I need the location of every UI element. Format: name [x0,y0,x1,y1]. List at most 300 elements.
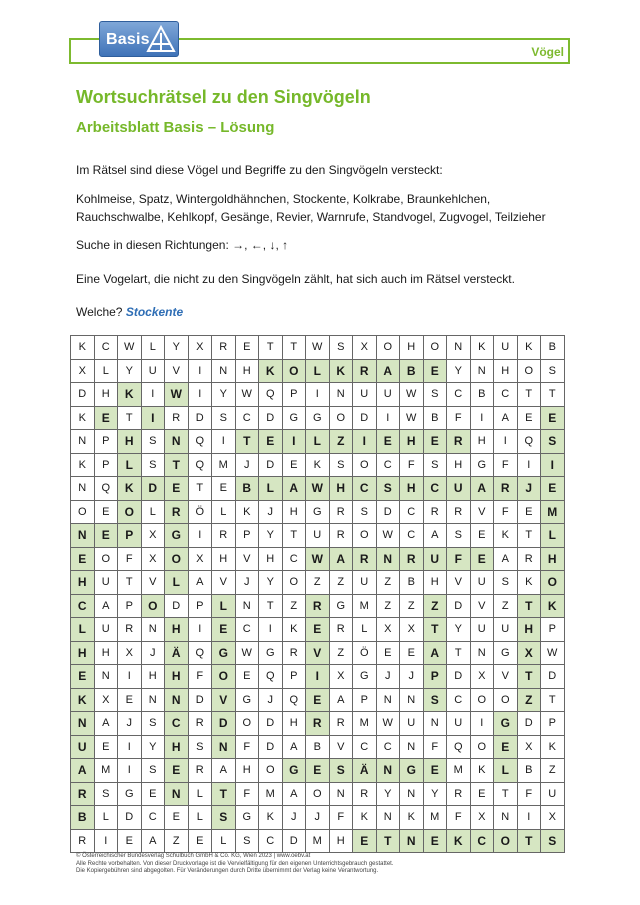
grid-cell: F [517,782,541,806]
grid-cell: L [212,594,236,618]
grid-cell: U [423,547,447,571]
grid-row [71,712,565,736]
grid-cell: E [423,430,447,454]
word-list-line-1: Kohlmeise, Spatz, Wintergoldhähnchen, Stockente, Kolkrabe, Braunkehlchen, [76,192,491,206]
grid-cell: H [94,641,118,665]
grid-cell: Y [423,782,447,806]
grid-cell: K [353,806,377,830]
grid-cell: R [353,547,377,571]
grid-cell: N [423,712,447,736]
grid-cell: J [235,453,259,477]
grid-row [71,618,565,642]
grid-cell: U [353,571,377,595]
grid-row [71,406,565,430]
grid-cell: O [376,336,400,360]
grid-cell: Y [165,336,189,360]
grid-cell: H [494,359,518,383]
question-text: Eine Vogelart, die nicht zu den Singvögeln zählt, hat sich auch im Rätsel versteckt. [76,272,515,286]
grid-cell: H [470,430,494,454]
grid-cell: G [235,806,259,830]
grid-cell: K [118,477,142,501]
grid-row [71,806,565,830]
grid-cell: R [353,359,377,383]
grid-cell: L [141,500,165,524]
grid-cell: D [259,406,283,430]
grid-row [71,336,565,360]
grid-cell: I [517,806,541,830]
grid-cell: A [94,712,118,736]
grid-row [71,782,565,806]
grid-cell: S [329,453,353,477]
grid-cell: U [470,571,494,595]
grid-cell: I [306,383,330,407]
grid-cell: M [259,782,283,806]
grid-cell: S [423,453,447,477]
grid-cell: O [306,782,330,806]
grid-cell: C [282,547,306,571]
grid-cell: W [306,477,330,501]
grid-cell: R [353,782,377,806]
grid-cell: E [188,829,212,853]
grid-cell: L [188,782,212,806]
grid-cell: E [71,547,95,571]
grid-cell: E [541,477,565,501]
grid-cell: P [118,594,142,618]
grid-cell: M [94,759,118,783]
grid-cell: G [212,641,236,665]
grid-cell: N [71,524,95,548]
grid-cell: R [329,618,353,642]
page-subtitle: Arbeitsblatt Basis – Lösung [76,119,275,136]
grid-cell: R [118,618,142,642]
grid-cell: P [188,594,212,618]
grid-cell: E [423,359,447,383]
grid-cell: H [423,571,447,595]
grid-cell: Z [517,688,541,712]
grid-cell: C [400,500,424,524]
grid-cell: B [423,406,447,430]
grid-cell: K [71,336,95,360]
grid-cell: X [71,359,95,383]
grid-cell: U [94,618,118,642]
grid-cell: X [353,336,377,360]
grid-cell: A [141,829,165,853]
grid-cell: S [329,759,353,783]
grid-cell: U [470,618,494,642]
grid-cell: J [306,806,330,830]
grid-cell: T [494,782,518,806]
grid-cell: D [517,712,541,736]
grid-cell: C [141,806,165,830]
grid-cell: T [212,782,236,806]
grid-cell: G [353,665,377,689]
grid-cell: A [94,594,118,618]
grid-cell: D [71,383,95,407]
grid-cell: L [94,806,118,830]
grid-cell: V [306,641,330,665]
grid-cell: S [541,829,565,853]
grid-cell: U [71,735,95,759]
grid-cell: I [517,453,541,477]
grid-cell: J [141,641,165,665]
grid-row [71,735,565,759]
grid-cell: I [212,430,236,454]
grid-cell: N [165,688,189,712]
grid-cell: H [165,735,189,759]
grid-cell: H [71,571,95,595]
grid-cell: E [306,759,330,783]
grid-cell: S [376,477,400,501]
grid-cell: S [423,383,447,407]
grid-cell: U [400,712,424,736]
grid-cell: Q [188,641,212,665]
grid-cell: Y [212,383,236,407]
grid-cell: O [282,571,306,595]
footer-line-1: © Österreichischer Bundesverlag Schulbuch GmbH & Co. KG, Wien 2023 | www.oebv.at [76,853,311,859]
grid-cell: B [306,735,330,759]
grid-cell: T [118,406,142,430]
grid-cell: K [447,829,471,853]
grid-cell: Z [329,571,353,595]
grid-cell: T [517,383,541,407]
grid-cell: E [282,453,306,477]
grid-cell: J [517,477,541,501]
grid-cell: N [400,735,424,759]
grid-cell: L [212,829,236,853]
grid-cell: R [188,712,212,736]
grid-cell: Q [259,665,283,689]
grid-cell: P [353,688,377,712]
grid-cell: G [235,688,259,712]
grid-cell: Z [329,430,353,454]
grid-cell: C [259,829,283,853]
grid-cell: L [165,571,189,595]
grid-cell: I [118,665,142,689]
footer-line-2: Alle Rechte vorbehalten. Von dieser Druckvorlage ist die Vervielfältigung für den eigenen Unterrichtsgebrauch gestattet. [76,860,394,867]
grid-cell: T [118,571,142,595]
grid-cell: T [517,524,541,548]
grid-cell: I [141,406,165,430]
grid-cell: O [494,829,518,853]
grid-cell: G [282,759,306,783]
grid-cell: N [400,829,424,853]
grid-cell: C [353,477,377,501]
basis-logo [99,21,179,57]
grid-cell: G [494,712,518,736]
grid-cell: A [212,759,236,783]
grid-cell: A [71,759,95,783]
grid-cell: E [376,641,400,665]
grid-cell: H [517,618,541,642]
grid-cell: F [447,806,471,830]
grid-cell: V [470,500,494,524]
grid-cell: N [329,782,353,806]
grid-cell: R [494,477,518,501]
grid-cell: Ö [353,641,377,665]
grid-row [71,547,565,571]
grid-row [71,453,565,477]
grid-cell: K [541,735,565,759]
grid-cell: T [541,383,565,407]
grid-cell: G [470,453,494,477]
grid-cell: H [400,477,424,501]
grid-cell: W [400,383,424,407]
grid-cell: X [400,618,424,642]
grid-cell: X [541,806,565,830]
grid-cell: D [259,735,283,759]
grid-cell: E [470,782,494,806]
grid-cell: R [71,829,95,853]
grid-cell: F [118,547,142,571]
grid-row [71,500,565,524]
grid-cell: S [141,712,165,736]
grid-cell: X [118,641,142,665]
grid-cell: H [447,453,471,477]
grid-cell: I [376,406,400,430]
grid-cell: D [259,712,283,736]
grid-cell: E [94,524,118,548]
grid-cell: S [141,453,165,477]
grid-cell: T [282,524,306,548]
grid-cell: A [494,406,518,430]
grid-cell: M [423,806,447,830]
grid-cell: E [71,665,95,689]
grid-cell: R [329,712,353,736]
grid-cell: R [212,524,236,548]
grid-cell: B [470,383,494,407]
grid-cell: L [71,618,95,642]
grid-row [71,759,565,783]
grid-cell: X [376,618,400,642]
grid-cell: N [447,336,471,360]
grid-cell: V [329,735,353,759]
grid-cell: E [494,735,518,759]
grid-row [71,430,565,454]
grid-cell: Q [517,430,541,454]
grid-cell: O [141,594,165,618]
grid-cell: R [188,759,212,783]
grid-cell: C [165,712,189,736]
grid-cell: K [71,406,95,430]
grid-cell: A [494,547,518,571]
grid-cell: Q [259,383,283,407]
grid-cell: N [141,688,165,712]
grid-row [71,594,565,618]
grid-cell: G [282,406,306,430]
grid-cell: G [329,594,353,618]
grid-cell: P [235,524,259,548]
grid-cell: R [212,336,236,360]
grid-cell: L [94,359,118,383]
grid-cell: Ä [165,641,189,665]
grid-cell: Ö [188,500,212,524]
grid-cell: E [376,430,400,454]
grid-cell: E [165,477,189,501]
grid-cell: D [541,665,565,689]
grid-cell: R [165,500,189,524]
grid-cell: W [235,641,259,665]
grid-cell: Q [282,688,306,712]
grid-cell: S [212,806,236,830]
grid-cell: Z [400,594,424,618]
grid-cell: G [400,759,424,783]
grid-cell: A [470,477,494,501]
grid-cell: X [470,806,494,830]
grid-cell: H [329,477,353,501]
grid-cell: N [470,359,494,383]
grid-cell: H [329,829,353,853]
grid-cell: E [118,829,142,853]
grid-cell: E [353,829,377,853]
grid-row [71,524,565,548]
grid-cell: A [282,477,306,501]
grid-cell: F [447,547,471,571]
grid-cell: E [212,618,236,642]
grid-cell: O [259,759,283,783]
grid-cell: H [118,430,142,454]
grid-cell: T [282,336,306,360]
grid-cell: P [541,618,565,642]
grid-cell: E [259,430,283,454]
grid-cell: B [541,336,565,360]
grid-cell: D [447,594,471,618]
grid-cell: C [376,453,400,477]
grid-cell: U [494,336,518,360]
grid-cell: E [423,759,447,783]
grid-cell: R [282,641,306,665]
grid-cell: M [353,594,377,618]
grid-cell: M [306,829,330,853]
grid-cell: U [141,359,165,383]
grid-cell: R [400,547,424,571]
grid-cell: H [400,430,424,454]
grid-cell: O [235,712,259,736]
grid-cell: Y [118,359,142,383]
grid-cell: C [494,383,518,407]
grid-cell: T [259,336,283,360]
grid-cell: N [400,782,424,806]
grid-row [71,359,565,383]
grid-cell: L [212,500,236,524]
grid-cell: C [235,618,259,642]
grid-row [71,571,565,595]
grid-cell: N [376,547,400,571]
grid-cell: Z [329,641,353,665]
grid-cell: E [165,759,189,783]
grid-cell: E [423,829,447,853]
grid-cell: I [470,712,494,736]
grid-cell: R [71,782,95,806]
grid-cell: E [470,547,494,571]
grid-cell: V [165,359,189,383]
grid-cell: L [141,336,165,360]
grid-cell: F [235,782,259,806]
grid-cell: N [470,641,494,665]
grid-cell: C [94,336,118,360]
grid-cell: Y [447,618,471,642]
grid-cell: F [400,453,424,477]
grid-cell: R [329,500,353,524]
grid-row [71,829,565,853]
word-list-line-2: Rauchschwalbe, Kehlkopf, Gesänge, Revier, Warnrufe, Standvogel, Zugvogel, Teilzieher [76,210,546,224]
grid-cell: U [306,524,330,548]
grid-cell: P [94,453,118,477]
grid-cell: E [306,688,330,712]
grid-cell: X [188,336,212,360]
grid-cell: E [541,406,565,430]
grid-cell: X [329,665,353,689]
grid-cell: K [306,453,330,477]
welche-label: Welche? [76,305,123,319]
grid-cell: R [423,500,447,524]
grid-cell: W [400,406,424,430]
grid-cell: L [306,359,330,383]
grid-cell: E [94,406,118,430]
grid-cell: T [235,430,259,454]
grid-cell: M [353,712,377,736]
grid-cell: K [235,500,259,524]
grid-cell: N [141,618,165,642]
grid-cell: Z [541,759,565,783]
grid-cell: K [118,383,142,407]
grid-cell: N [400,688,424,712]
grid-cell: W [118,336,142,360]
grid-cell: O [494,688,518,712]
grid-cell: I [94,829,118,853]
grid-cell: D [259,453,283,477]
grid-cell: N [71,712,95,736]
grid-cell: S [188,735,212,759]
grid-cell: N [71,477,95,501]
grid-cell: K [71,453,95,477]
grid-cell: D [165,594,189,618]
grid-cell: G [306,406,330,430]
grid-cell: V [212,571,236,595]
grid-cell: F [423,735,447,759]
grid-cell: V [470,594,494,618]
grid-cell: N [494,806,518,830]
grid-cell: E [306,618,330,642]
grid-cell: O [282,359,306,383]
grid-cell: S [447,524,471,548]
grid-cell: K [259,359,283,383]
grid-cell: O [353,524,377,548]
grid-cell: E [400,641,424,665]
grid-cell: I [541,453,565,477]
grid-cell: L [541,524,565,548]
grid-cell: C [71,594,95,618]
grid-cell: S [423,688,447,712]
grid-cell: D [376,500,400,524]
grid-cell: N [165,782,189,806]
footer-line-3: Die Kopiergebühren sind abgegolten. Für Veränderungen durch Dritte übernimmt der Verlag keine Verantwortung. [76,868,379,874]
grid-cell: H [282,712,306,736]
grid-cell: H [165,665,189,689]
grid-cell: Z [165,829,189,853]
grid-cell: Z [306,571,330,595]
grid-cell: Y [259,571,283,595]
grid-cell: I [494,430,518,454]
grid-cell: U [541,782,565,806]
grid-cell: R [165,406,189,430]
grid-cell: L [188,806,212,830]
grid-cell: P [423,665,447,689]
grid-cell: G [494,641,518,665]
grid-cell: W [306,336,330,360]
grid-cell: B [517,759,541,783]
grid-cell: A [282,735,306,759]
grid-cell: Ä [353,759,377,783]
